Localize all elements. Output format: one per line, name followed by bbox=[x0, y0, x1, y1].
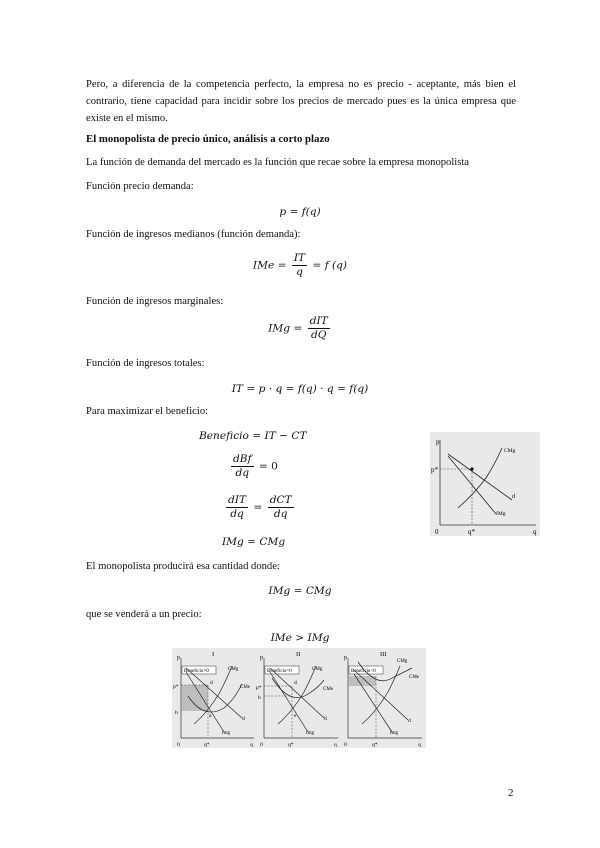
panel-3-p: p bbox=[344, 655, 347, 661]
dct-denominator: dq bbox=[273, 508, 288, 520]
profit-comparison-graphs bbox=[172, 648, 426, 748]
origin-label: 0 bbox=[435, 528, 439, 536]
panel-1-box-label: Beneficio>0 bbox=[184, 669, 209, 674]
img-fraction bbox=[308, 315, 330, 342]
panel-1-a-point: a bbox=[209, 713, 212, 719]
label-ingresos-marginales: Función de ingresos marginales: bbox=[86, 296, 224, 307]
panel-1-cme-label: CMe bbox=[240, 685, 250, 690]
panel-2-p-star: p* bbox=[256, 685, 262, 691]
p-star-label: p* bbox=[431, 466, 438, 474]
paragraph-intro: Pero, a diferencia de la competencia perfecto, la empresa no es precio - aceptante, más bien el contrario, tiene capacidad para incidir sobre los precios de mercado pues es la única empresa que existe en el mismo. bbox=[86, 79, 516, 124]
equation-ime bbox=[0, 252, 600, 279]
panel-2-d-label: d bbox=[324, 716, 327, 722]
page-number: 2 bbox=[508, 787, 514, 799]
curve-label-cmg: CMg bbox=[504, 448, 516, 454]
panel-2-roman: II bbox=[296, 651, 301, 658]
dit-denominator: dq bbox=[230, 508, 244, 520]
equation-beneficio: Beneficio = IT − CT bbox=[199, 430, 307, 442]
panel-1-d-label: d bbox=[242, 716, 245, 722]
panel-1-d-point: d bbox=[210, 680, 213, 686]
label-precio-demanda: Función precio demanda: bbox=[86, 181, 194, 192]
panel-2-e-point: e bbox=[294, 713, 297, 719]
equation-dbf bbox=[229, 453, 278, 480]
dit-equals: = bbox=[253, 501, 263, 514]
panel-2-cmg-label: CMg bbox=[312, 667, 323, 672]
ime-fraction bbox=[292, 252, 307, 279]
equilibrium-point bbox=[470, 467, 473, 470]
equation-ime-img: IMe > IMg bbox=[270, 632, 330, 644]
panel-2-q: q bbox=[334, 742, 337, 748]
panel-2-cme-label: CMe bbox=[323, 687, 333, 692]
dbf-fraction bbox=[231, 453, 254, 480]
axis-label-q: q bbox=[533, 528, 537, 536]
panel-1-roman: I bbox=[212, 651, 215, 658]
equation-img-cmg: IMg = CMg bbox=[222, 536, 286, 548]
dbf-rhs: = 0 bbox=[258, 460, 278, 473]
panel-2-d-point: d bbox=[294, 680, 297, 686]
panel-2-origin: 0 bbox=[260, 742, 263, 748]
panel-2-p: p bbox=[260, 655, 263, 661]
panel-3-d-label: d bbox=[408, 718, 411, 724]
panel-3-q: q bbox=[418, 742, 421, 748]
dit-numerator: dIT bbox=[228, 494, 247, 506]
panel-1-q: q bbox=[250, 742, 253, 748]
ime-lhs: IMe = bbox=[252, 259, 287, 272]
axis-label-p: p bbox=[436, 438, 440, 446]
panel-1-origin: 0 bbox=[177, 742, 180, 748]
label-producira: El monopolista producirá esa cantidad donde: bbox=[86, 561, 280, 572]
panel-1-b: b bbox=[175, 710, 178, 716]
panel-1-p: p bbox=[177, 655, 180, 661]
panel-3-origin: 0 bbox=[344, 742, 347, 748]
img-numerator: dIT bbox=[309, 315, 328, 327]
curve-label-img: IMg bbox=[496, 511, 506, 517]
panel-1-img-label: Img bbox=[222, 731, 231, 736]
curve-label-d: d bbox=[512, 494, 515, 500]
equation-precio-demanda: p = f(q) bbox=[279, 206, 321, 218]
label-ingresos-totales: Función de ingresos totales: bbox=[86, 358, 205, 369]
label-maximizar: Para maximizar el beneficio: bbox=[86, 406, 209, 417]
equation-it: IT = p · q = f(q) · q = f(q) bbox=[231, 383, 369, 395]
equation-img-cmg-2: IMg = CMg bbox=[268, 585, 332, 597]
paragraph-demanda: La función de demanda del mercado es la función que recae sobre la empresa monopolista bbox=[86, 157, 469, 168]
panel-3-q-star: q* bbox=[372, 742, 378, 748]
panel-3-box-label: Beneficio<0 bbox=[351, 669, 376, 674]
panel-3-img-label: Img bbox=[390, 731, 399, 736]
panel-2-q-star: q* bbox=[288, 742, 294, 748]
equation-img bbox=[0, 315, 600, 342]
panel-3-cmg-label: CMg bbox=[397, 659, 408, 664]
label-ingresos-medianos: Función de ingresos medianos (función demanda): bbox=[86, 229, 301, 240]
img-denominator: dQ bbox=[310, 329, 327, 341]
section-heading: El monopolista de precio único, análisis a corto plazo bbox=[86, 133, 330, 145]
graphs-background bbox=[172, 648, 426, 748]
panel-1-q-star: q* bbox=[204, 742, 210, 748]
img-lhs: IMg = bbox=[268, 322, 303, 335]
monopolist-graph bbox=[430, 432, 540, 536]
dit-fraction bbox=[226, 494, 248, 521]
panel-3-cme-label: CMe bbox=[409, 675, 419, 680]
ime-rhs: = f (q) bbox=[312, 259, 348, 272]
panel-2-box-label: Beneficio=0 bbox=[267, 669, 292, 674]
ime-denominator: q bbox=[296, 266, 303, 278]
equation-dit-dct bbox=[224, 494, 296, 521]
q-star-label: q* bbox=[468, 528, 475, 536]
dct-numerator: dCT bbox=[269, 494, 292, 506]
panel-1-cmg-label: CMg bbox=[228, 667, 239, 672]
label-vendera: que se venderá a un precio: bbox=[86, 609, 202, 620]
graph-background bbox=[430, 432, 540, 536]
dbf-denominator: dq bbox=[235, 467, 250, 479]
dbf-numerator: dBf bbox=[233, 453, 252, 465]
ime-numerator: IT bbox=[293, 252, 306, 264]
panel-3-roman: III bbox=[380, 651, 387, 658]
panel-1-profit-area bbox=[181, 685, 208, 711]
dct-fraction bbox=[268, 494, 294, 521]
panel-1-p-star: p* bbox=[173, 684, 179, 690]
panel-2-img-label: Img bbox=[306, 731, 315, 736]
panel-2-b: b bbox=[258, 695, 261, 701]
